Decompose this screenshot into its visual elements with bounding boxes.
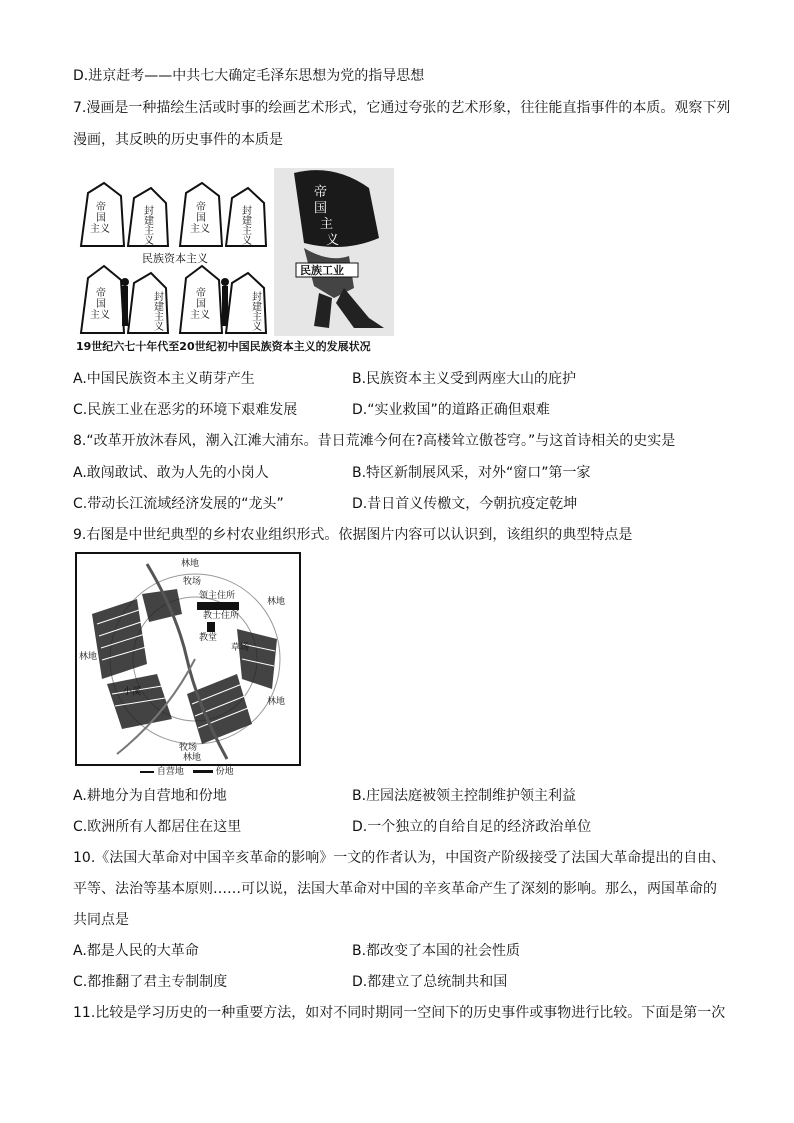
map-label-farmhouse: 教士住所: [203, 611, 240, 621]
svg-text:封建主义: 封建主义: [242, 206, 252, 247]
q7-option-a[interactable]: A.中国民族资本主义萌芽产生: [73, 371, 255, 387]
cartoon-center-label: 民族资本主义: [142, 252, 208, 265]
q8-option-b[interactable]: B.特区新制展风采，对外“窗口”第一家: [352, 465, 591, 481]
question-10-stem-line3: 共同点是: [73, 912, 129, 928]
q9-option-a[interactable]: A.耕地分为自营地和份地: [73, 788, 227, 804]
svg-text:帝国主义: 帝国主义: [190, 288, 210, 321]
q9-option-b[interactable]: B.庄园法庭被领主控制维护领主利益: [352, 788, 577, 804]
svg-text:林地: 林地: [79, 652, 98, 662]
map-label-pasture: 牧场: [183, 577, 202, 587]
svg-text:封建主义: 封建主义: [144, 206, 154, 247]
q8-option-d[interactable]: D.昔日首义传檄文，今朝抗疫定乾坤: [352, 496, 578, 512]
map-label-woodland: 林地: [181, 559, 200, 569]
q10-option-d[interactable]: D.都建立了总统制共和国: [352, 974, 508, 990]
cartoon-burden-figure: [274, 168, 394, 336]
question-11-stem: 11.比较是学习历史的一种重要方法，如对不同时期同一空间下的历史事件或事物进行比较。下面是第一次: [73, 1005, 726, 1021]
q7-option-d[interactable]: D.“实业救国”的道路正确但艰难: [352, 402, 550, 418]
svg-text:林地: 林地: [267, 597, 286, 607]
q9-option-d[interactable]: D.一个独立的自给自足的经济政治单位: [352, 819, 592, 835]
cartoon-mountains-figure: [76, 178, 271, 336]
svg-text:义: 义: [326, 233, 340, 248]
q7-option-c[interactable]: C.民族工业在恶劣的环境下艰难发展: [73, 402, 298, 418]
question-7-stem-line2: 漫画，其反映的历史事件的本质是: [73, 132, 283, 148]
q8-option-a[interactable]: A.敢闯敢试、敢为人先的小岗人: [73, 465, 269, 481]
cartoon-right-label: 民族工业: [300, 264, 344, 277]
q10-option-a[interactable]: A.都是人民的大革命: [73, 943, 199, 959]
question-7-stem-line1: 7.漫画是一种描绘生活或时事的绘画艺术形式，它通过夸张的艺术形象，往往能直指事件的本质。观察下列: [73, 100, 731, 116]
map-legend: 自营地 份地: [140, 764, 234, 777]
manor-map-figure: [75, 552, 301, 766]
q10-option-b[interactable]: B.都改变了本国的社会性质: [352, 943, 521, 959]
q10-option-c[interactable]: C.都推翻了君主专制制度: [73, 974, 228, 990]
cartoon-caption: 19世纪六七十年代至20世纪初中国民族资本主义的发展状况: [76, 340, 371, 353]
question-10-stem-line2: 平等、法治等基本原则……可以说，法国大革命对中国的辛亥革命产生了深刻的影响。那么，两国革命的: [73, 881, 717, 897]
svg-text:林地: 林地: [183, 753, 202, 763]
option-d-prev-question: D.进京赶考——中共七大确定毛泽东思想为党的指导思想: [73, 68, 425, 84]
q9-option-c[interactable]: C.欧洲所有人都居住在这里: [73, 819, 242, 835]
svg-text:主: 主: [320, 217, 334, 232]
map-label-manor: 领主住所: [199, 591, 236, 601]
svg-text:帝国主义: 帝国主义: [190, 202, 210, 235]
question-8-stem: 8.“改革开放沐春风，潮入江滩大浦东。昔日荒滩今何在?高楼耸立傲苍穹。”与这首诗相关的史实是: [73, 433, 676, 449]
map-label-stream: 小溪: [123, 687, 142, 697]
map-label-meadow: 草场: [231, 643, 250, 653]
q7-option-b[interactable]: B.民族资本主义受到两座大山的庇护: [352, 371, 577, 387]
question-9-stem: 9.右图是中世纪典型的乡村农业组织形式。依据图片内容可以认识到，该组织的典型特点是: [73, 527, 633, 543]
svg-text:封建主义: 封建主义: [252, 292, 262, 333]
svg-text:封建主义: 封建主义: [154, 292, 164, 333]
svg-text:国: 国: [314, 201, 328, 216]
mountain-label: 帝国主义: [90, 202, 110, 235]
svg-text:帝国主义: 帝国主义: [90, 288, 110, 321]
map-label-church: 教堂: [199, 633, 218, 643]
svg-text:林地: 林地: [267, 697, 286, 707]
question-10-stem-line1: 10.《法国大革命对中国辛亥革命的影响》一文的作者认为，中国资产阶级接受了法国大革命提出的自由、: [73, 850, 726, 866]
q8-option-c[interactable]: C.带动长江流域经济发展的“龙头”: [73, 496, 284, 512]
svg-text:牧场: 牧场: [179, 743, 198, 753]
svg-text:帝: 帝: [314, 185, 328, 200]
